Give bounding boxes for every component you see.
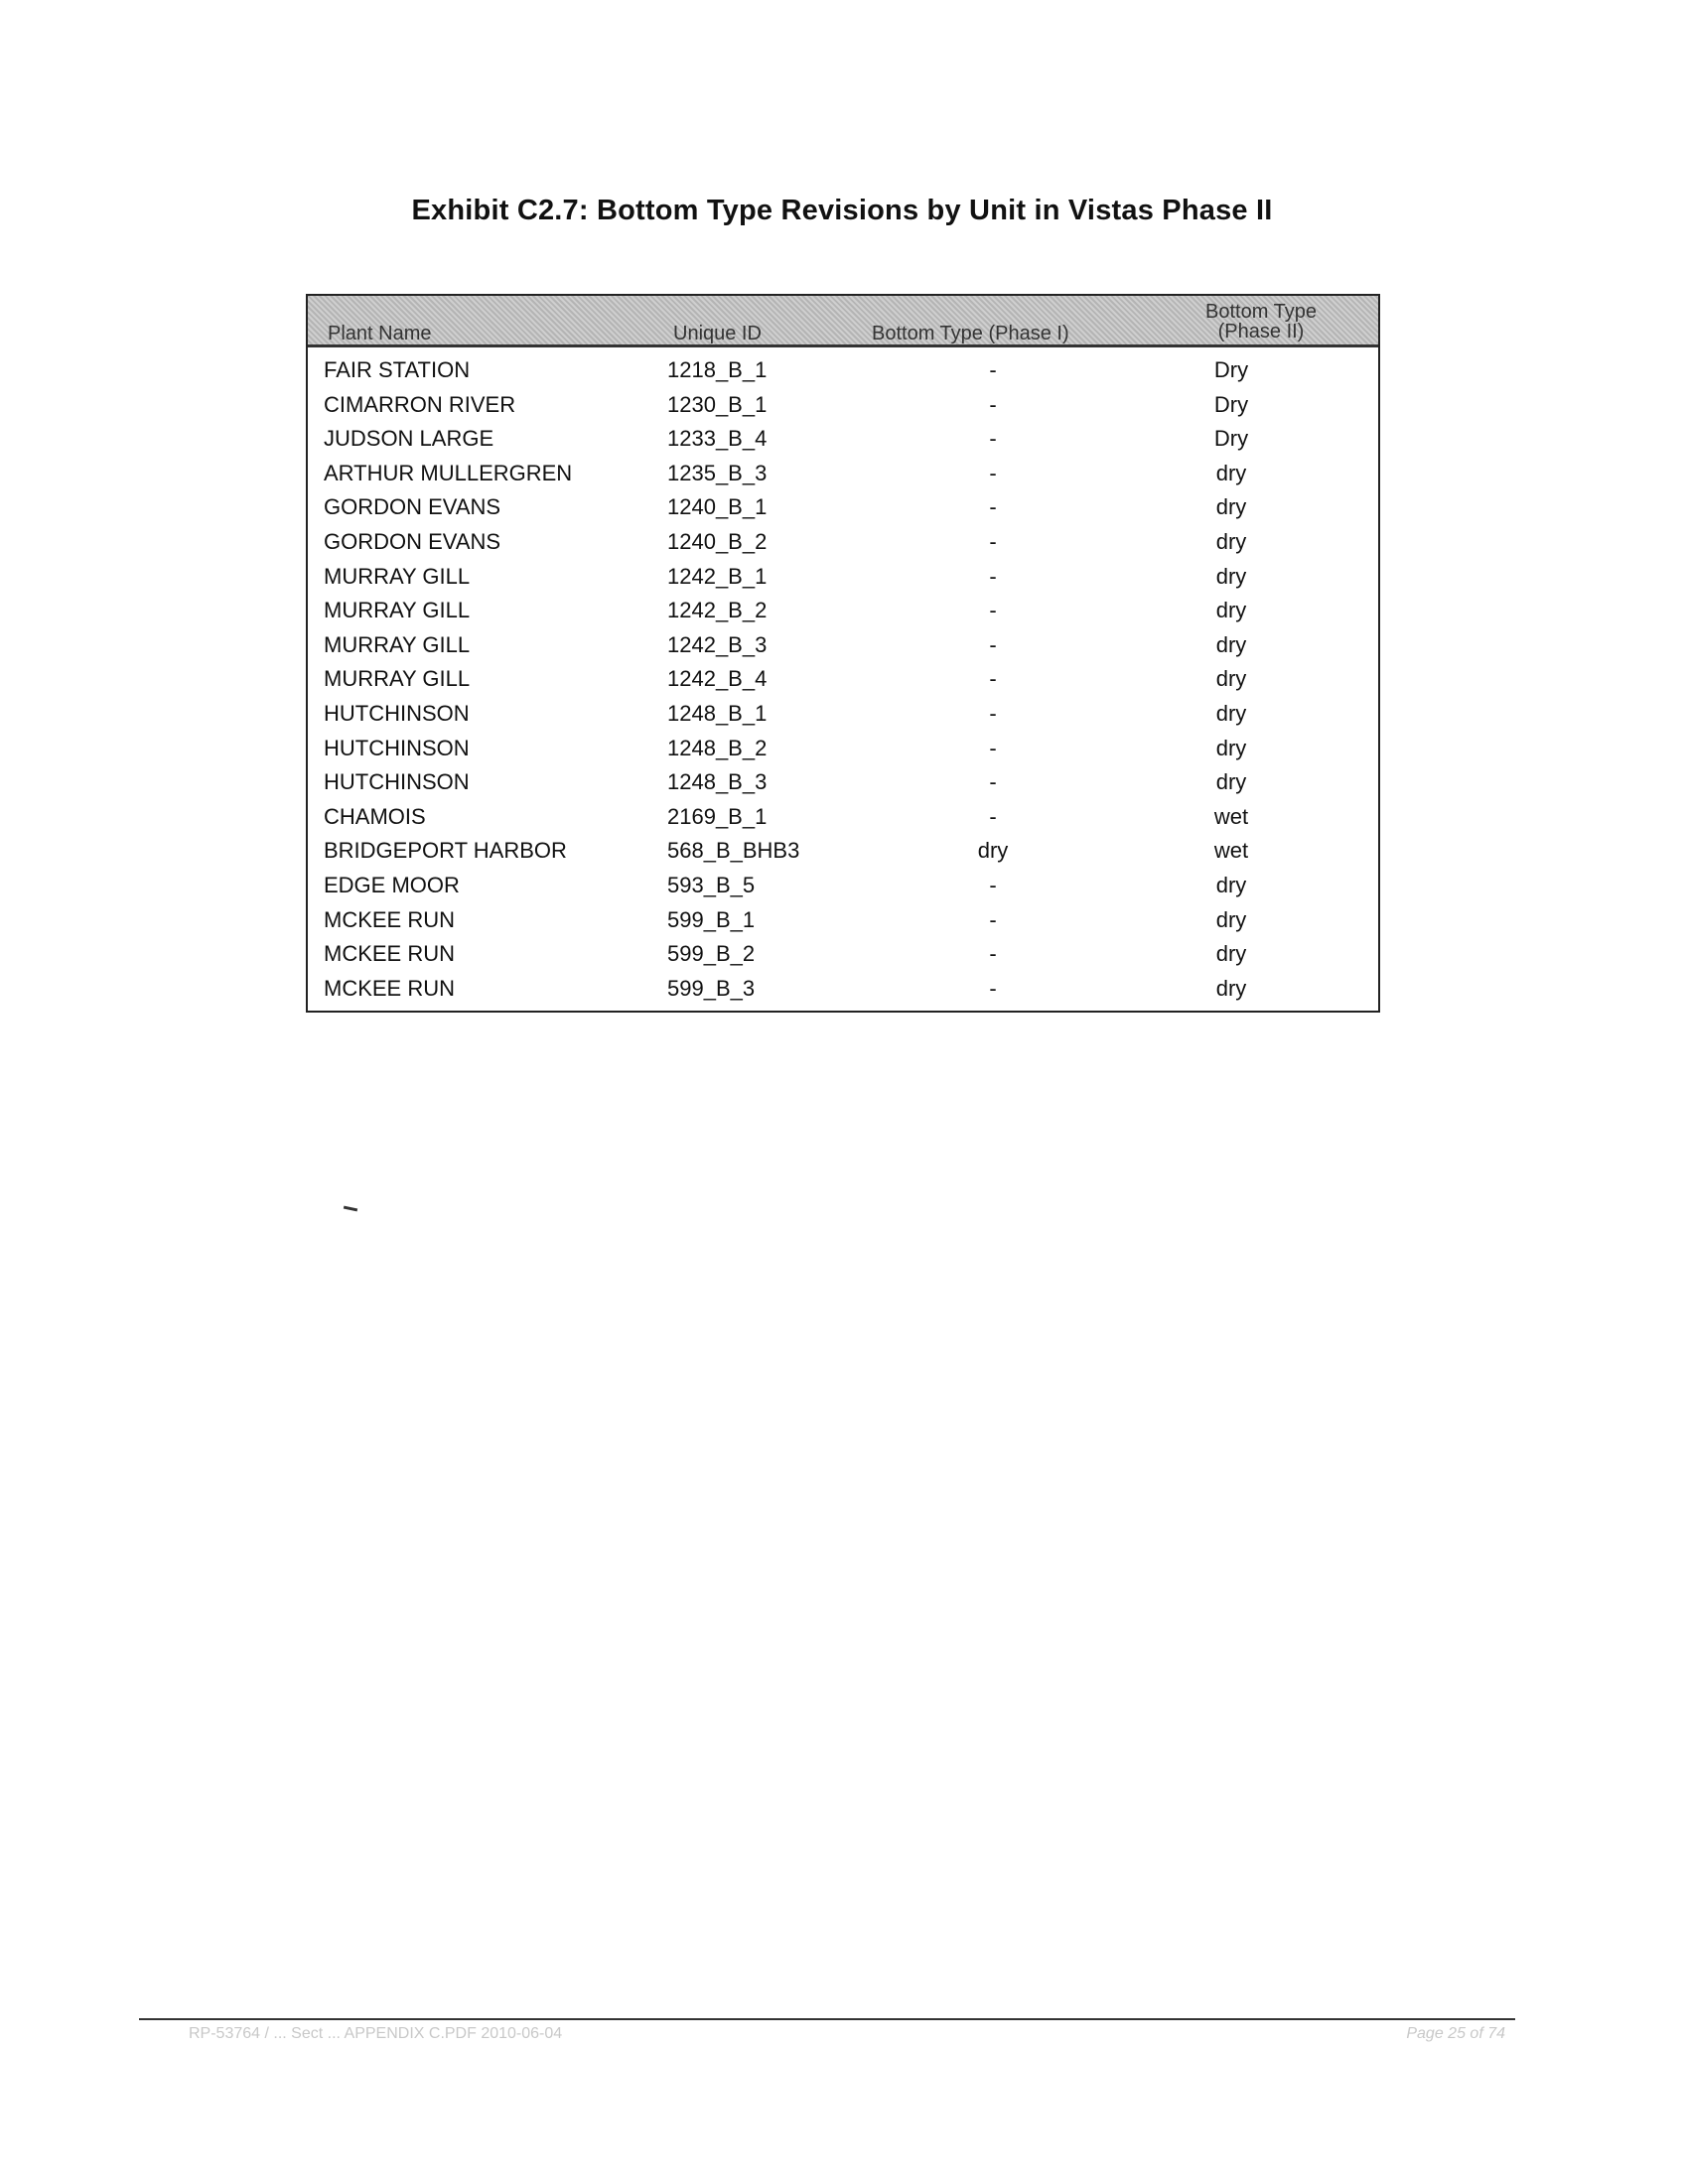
cell-bottom-type-phase2: dry (1215, 494, 1247, 520)
cell-plant-name: MCKEE RUN (324, 941, 456, 967)
cell-bottom-type-phase2: dry (1215, 941, 1247, 967)
header-bottom-type-phase2 (1172, 302, 1350, 341)
header-bottom-type-phase1: Bottom Type (Phase I) (872, 323, 1069, 344)
cell-plant-name: CIMARRON RIVER (324, 391, 516, 417)
table-row (308, 800, 1378, 835)
cell-unique-id: 1233_B_4 (667, 426, 768, 452)
cell-plant-name: HUTCHINSON (324, 700, 470, 726)
bottom-type-table (306, 294, 1380, 1013)
cell-bottom-type-phase2: dry (1215, 598, 1247, 623)
cell-bottom-type-phase2: dry (1215, 769, 1247, 795)
cell-unique-id: 599_B_1 (667, 906, 756, 932)
cell-unique-id: 1230_B_1 (667, 391, 768, 417)
cell-unique-id: 1248_B_3 (667, 769, 768, 795)
cell-bottom-type-phase1: - (989, 975, 997, 1001)
cell-bottom-type-phase1: - (989, 357, 997, 382)
table-row (308, 903, 1378, 938)
table-row (308, 388, 1378, 423)
table-row (308, 594, 1378, 628)
cell-plant-name: BRIDGEPORT HARBOR (324, 838, 567, 864)
cell-bottom-type-phase1: - (989, 906, 997, 932)
table-row (308, 869, 1378, 903)
cell-bottom-type-phase1: - (989, 666, 997, 692)
header-bottom-type-phase2-line2: (Phase II) (1217, 321, 1305, 342)
cell-bottom-type-phase1: - (989, 872, 997, 897)
table-row (308, 972, 1378, 1007)
table-row (308, 457, 1378, 491)
cell-unique-id: 1242_B_3 (667, 631, 768, 657)
table-row (308, 525, 1378, 560)
cell-plant-name: ARTHUR MULLERGREN (324, 460, 573, 485)
cell-unique-id: 1242_B_4 (667, 666, 768, 692)
cell-plant-name: FAIR STATION (324, 357, 471, 382)
cell-bottom-type-phase2: dry (1215, 666, 1247, 692)
cell-plant-name: HUTCHINSON (324, 735, 470, 760)
cell-bottom-type-phase1: - (989, 563, 997, 589)
cell-bottom-type-phase2: dry (1215, 460, 1247, 485)
cell-bottom-type-phase2: dry (1215, 700, 1247, 726)
header-bottom-type-phase2-line1: Bottom Type (1205, 301, 1317, 323)
table-row (308, 353, 1378, 388)
cell-unique-id: 1240_B_1 (667, 494, 768, 520)
cell-bottom-type-phase2: dry (1215, 872, 1247, 897)
cell-plant-name: MURRAY GILL (324, 666, 471, 692)
cell-plant-name: MCKEE RUN (324, 975, 456, 1001)
cell-bottom-type-phase1: - (989, 735, 997, 760)
cell-bottom-type-phase2: dry (1215, 975, 1247, 1001)
cell-bottom-type-phase1: dry (977, 838, 1009, 864)
cell-plant-name: MURRAY GILL (324, 563, 471, 589)
cell-unique-id: 593_B_5 (667, 872, 756, 897)
header-unique-id: Unique ID (673, 323, 762, 344)
cell-unique-id: 1218_B_1 (667, 357, 768, 382)
scan-speck (344, 1206, 357, 1212)
cell-bottom-type-phase1: - (989, 391, 997, 417)
table-row (308, 422, 1378, 457)
header-plant-name: Plant Name (328, 323, 432, 344)
table-row (308, 628, 1378, 663)
cell-bottom-type-phase1: - (989, 528, 997, 554)
cell-plant-name: EDGE MOOR (324, 872, 460, 897)
footer-page-number: Page 25 of 74 (1406, 2025, 1505, 2042)
cell-bottom-type-phase1: - (989, 460, 997, 485)
table-row (308, 560, 1378, 595)
table-row (308, 490, 1378, 525)
table-row (308, 697, 1378, 732)
cell-unique-id: 1240_B_2 (667, 528, 768, 554)
cell-unique-id: 1248_B_1 (667, 700, 768, 726)
cell-bottom-type-phase1: - (989, 941, 997, 967)
cell-plant-name: CHAMOIS (324, 803, 426, 829)
table-body (308, 353, 1378, 1006)
cell-unique-id: 568_B_BHB3 (667, 838, 800, 864)
cell-plant-name: GORDON EVANS (324, 494, 501, 520)
cell-plant-name: GORDON EVANS (324, 528, 501, 554)
cell-bottom-type-phase2: dry (1215, 528, 1247, 554)
page-title: Exhibit C2.7: Bottom Type Revisions by Unit in Vistas Phase II (411, 195, 1273, 226)
cell-bottom-type-phase2: dry (1215, 563, 1247, 589)
cell-bottom-type-phase1: - (989, 426, 997, 452)
table-row (308, 765, 1378, 800)
cell-unique-id: 1235_B_3 (667, 460, 768, 485)
cell-bottom-type-phase2: dry (1215, 906, 1247, 932)
cell-plant-name: MURRAY GILL (324, 598, 471, 623)
footer-left-text: RP-53764 / ... Sect ... APPENDIX C.PDF 2010-06-04 (189, 2025, 563, 2042)
cell-bottom-type-phase1: - (989, 631, 997, 657)
cell-bottom-type-phase1: - (989, 769, 997, 795)
cell-bottom-type-phase2: Dry (1213, 357, 1249, 382)
cell-unique-id: 599_B_2 (667, 941, 756, 967)
table-row (308, 662, 1378, 697)
cell-bottom-type-phase1: - (989, 700, 997, 726)
table-header (308, 296, 1378, 347)
cell-plant-name: JUDSON LARGE (324, 426, 494, 452)
cell-unique-id: 2169_B_1 (667, 803, 768, 829)
cell-plant-name: MCKEE RUN (324, 906, 456, 932)
cell-bottom-type-phase2: wet (1213, 803, 1249, 829)
cell-unique-id: 1242_B_1 (667, 563, 768, 589)
cell-bottom-type-phase2: dry (1215, 631, 1247, 657)
cell-bottom-type-phase1: - (989, 803, 997, 829)
cell-bottom-type-phase2: Dry (1213, 426, 1249, 452)
table-row (308, 732, 1378, 766)
cell-bottom-type-phase1: - (989, 598, 997, 623)
table-row (308, 937, 1378, 972)
cell-unique-id: 1248_B_2 (667, 735, 768, 760)
cell-unique-id: 599_B_3 (667, 975, 756, 1001)
footer-rule (139, 2018, 1515, 2020)
cell-plant-name: MURRAY GILL (324, 631, 471, 657)
cell-unique-id: 1242_B_2 (667, 598, 768, 623)
cell-bottom-type-phase2: Dry (1213, 391, 1249, 417)
cell-bottom-type-phase2: wet (1213, 838, 1249, 864)
cell-bottom-type-phase2: dry (1215, 735, 1247, 760)
cell-bottom-type-phase1: - (989, 494, 997, 520)
table-row (308, 834, 1378, 869)
cell-plant-name: HUTCHINSON (324, 769, 470, 795)
